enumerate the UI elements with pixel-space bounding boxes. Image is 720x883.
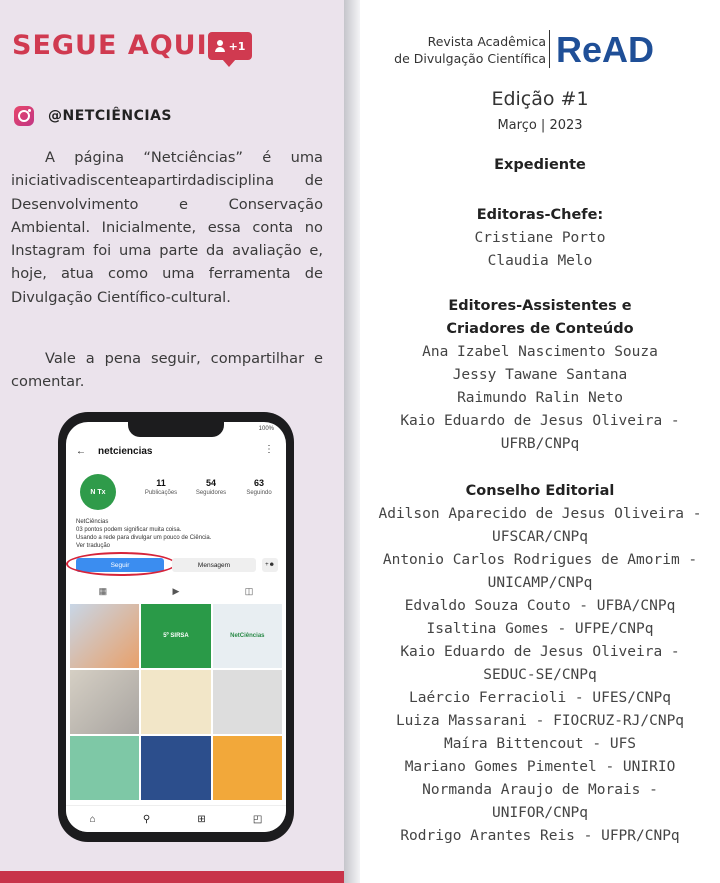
instagram-icon xyxy=(14,106,34,126)
profile-tabs xyxy=(66,582,286,600)
stat-followers[interactable]: 54 Seguidores xyxy=(195,478,227,496)
phone-mockup xyxy=(58,412,294,842)
create-icon[interactable]: ⊞ xyxy=(197,813,206,825)
post-thumbnail[interactable] xyxy=(213,736,282,800)
post-thumbnail[interactable] xyxy=(70,736,139,800)
journal-name: Revista Acadêmica de Divulgação Científica xyxy=(394,34,546,66)
post-thumbnail[interactable] xyxy=(213,670,282,734)
more-icon[interactable]: ⋮ xyxy=(264,444,274,455)
post-thumbnail[interactable] xyxy=(141,736,210,800)
post-grid xyxy=(70,604,282,800)
logo-divider xyxy=(549,30,550,68)
journal-logo: ReAD xyxy=(556,29,655,70)
left-panel xyxy=(0,0,344,883)
assistentes-section: Editores-Assistentes e Criadores de Conteúdo Ana Izabel Nascimento Souza Jessy Tawane Santana Raimundo Ralin Neto Kaio Eduardo de Jesus Oliveira - UFRB/CNPq xyxy=(360,295,720,456)
page-fold-shadow xyxy=(344,0,360,883)
battery-status: 100% xyxy=(258,426,274,432)
editoras-section: Editoras-Chefe: Cristiane Porto Claudia Melo xyxy=(360,204,720,273)
stat-following[interactable]: 63 Seguindo xyxy=(246,478,272,496)
stat-posts: 11 Publicações xyxy=(144,478,178,496)
headline: SEGUE AQUI xyxy=(12,30,208,61)
conselho-section: Conselho Editorial Adilson Aparecido de Jesus Oliveira - UFSCAR/CNPq Antonio Carlos Rodrigues de Amorim - UNICAMP/CNPq Edvaldo Souza Couto - UFBA/CNPq Isaltina Gomes - UFPE/CNPq Kaio Eduardo de Jesus Oliveira - SEDUC-SE/CNPq Laércio Ferracioli - UFES/CNPq Luiza Massarani - FIOCRUZ-RJ/CNPq Maíra Bittencout - UFS Mariano Gomes Pimentel - UNIRIO Normanda Araujo de Morais - UNIFOR/CNPq Rodrigo Arantes Reis - UFPR/CNPq xyxy=(360,480,720,848)
bottom-accent-bar xyxy=(0,871,344,883)
back-arrow-icon[interactable]: ← xyxy=(76,446,86,457)
profile-header xyxy=(76,446,152,457)
post-thumbnail[interactable] xyxy=(141,670,210,734)
badge-count: +1 xyxy=(228,39,246,53)
instagram-profile-screen xyxy=(66,422,286,832)
follower-badge xyxy=(208,32,252,60)
shop-icon[interactable]: ◰ xyxy=(252,813,263,825)
bottom-nav xyxy=(66,805,286,832)
post-thumbnail[interactable]: NetCiências xyxy=(213,604,282,668)
post-thumbnail[interactable] xyxy=(70,604,139,668)
follow-button[interactable]: Seguir xyxy=(76,558,164,572)
profile-username: netciencias xyxy=(98,446,153,457)
reels-tab-icon[interactable]: ▶ xyxy=(172,585,180,596)
profile-bio: NetCiências 03 pontos podem significar muita coisa. Usando a rede para divulgar um pouco de Ciência. Ver tradução xyxy=(76,519,212,549)
tagged-tab-icon[interactable]: ◫ xyxy=(244,585,254,596)
follow-highlight-circle xyxy=(66,552,176,576)
home-icon[interactable]: ⌂ xyxy=(89,813,96,825)
description-paragraph: A página “Netciências” é uma iniciativadiscenteapartirdadisciplina de Desenvolvimento e Conservação Ambiental. Inicialmente, essa conta no Instagram foi uma parte da avaliação e, hoje, atua como uma ferramenta de Divulgação Científico-cultural. xyxy=(11,149,323,306)
add-person-icon[interactable]: +☻ xyxy=(262,558,278,572)
instagram-handle: @NETCIÊNCIAS xyxy=(48,108,172,124)
call-to-action-paragraph: Vale a pena seguir, compartilhar e comentar. xyxy=(11,350,323,391)
post-thumbnail[interactable] xyxy=(70,670,139,734)
person-icon xyxy=(215,40,225,52)
edition-title: Edição #1 xyxy=(491,88,589,110)
expediente-heading: Expediente xyxy=(494,157,586,173)
avatar[interactable]: N Tx xyxy=(80,474,116,510)
message-button[interactable]: Mensagem xyxy=(172,558,256,572)
editoras-heading: Editoras-Chefe: xyxy=(476,207,604,223)
search-icon[interactable]: ⚲ xyxy=(142,813,151,825)
assistentes-heading: Editores-Assistentes e xyxy=(448,298,632,314)
grid-tab-icon[interactable]: ▦ xyxy=(98,585,108,596)
conselho-heading: Conselho Editorial xyxy=(465,483,615,499)
post-thumbnail[interactable]: 5º SIRSA xyxy=(141,604,210,668)
instagram-handle-row[interactable] xyxy=(14,106,172,126)
edition-date: Março | 2023 xyxy=(497,118,583,133)
